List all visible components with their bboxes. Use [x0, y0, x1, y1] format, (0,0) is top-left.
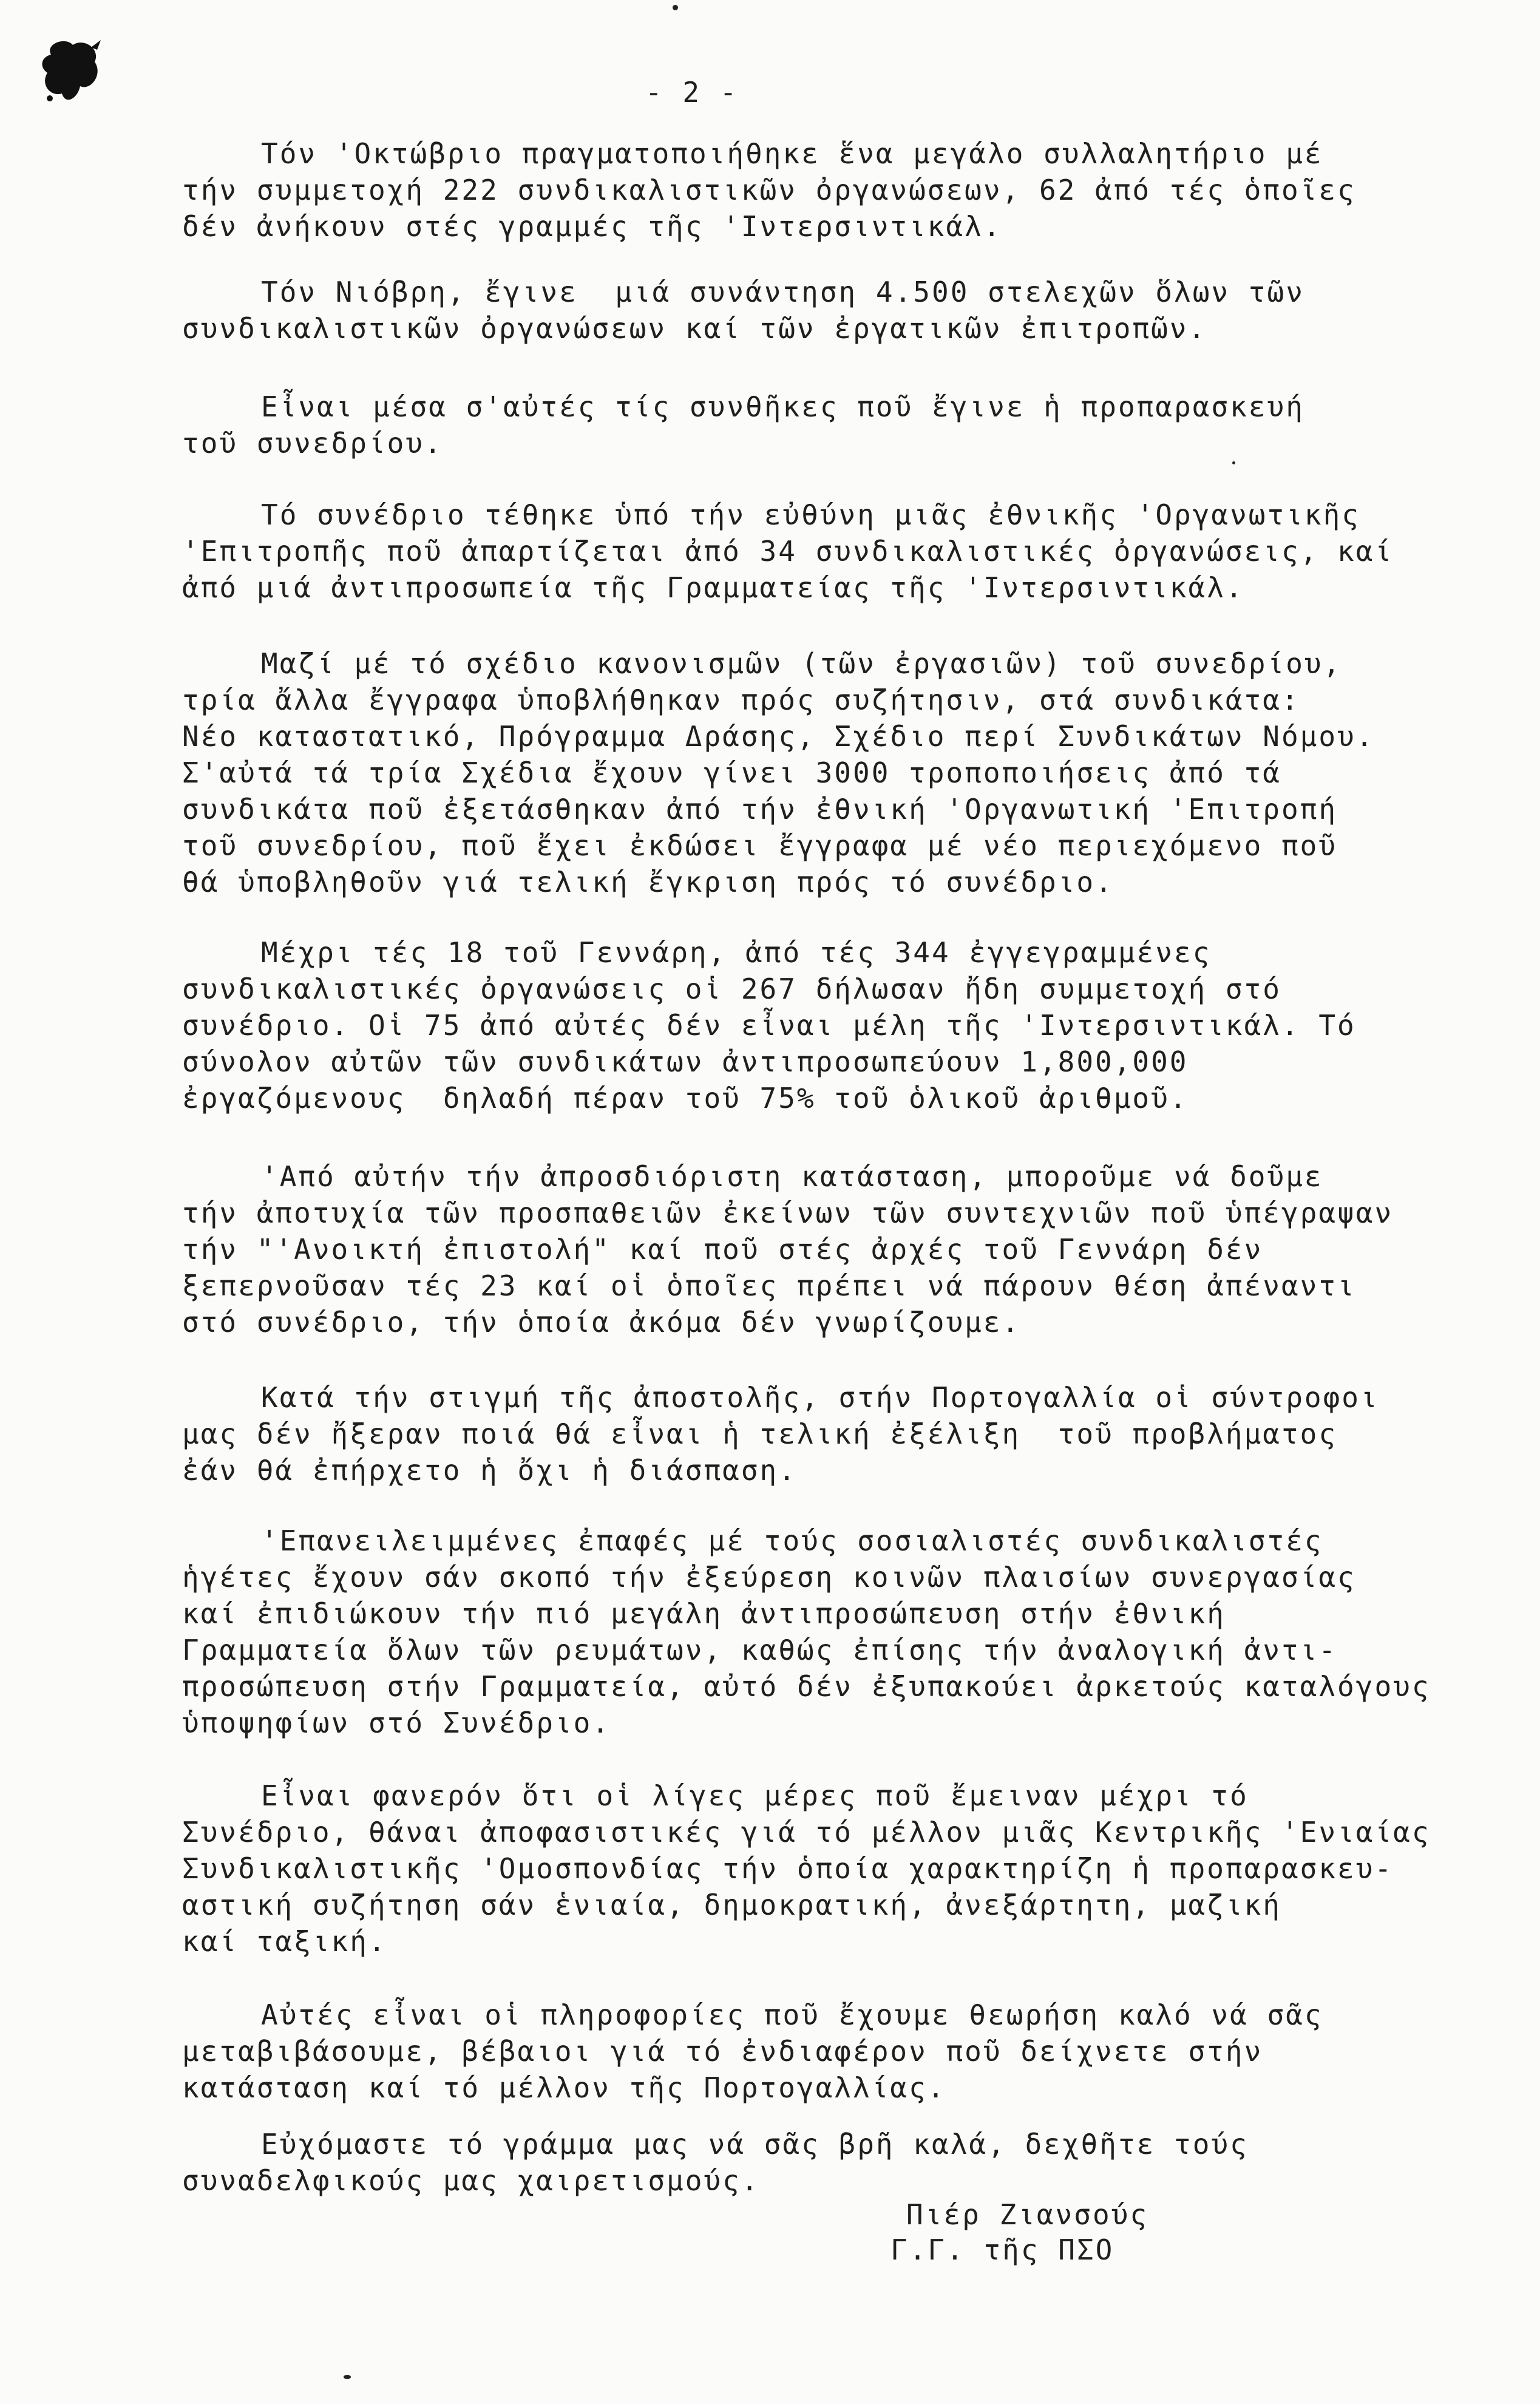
text-line: Μαζί μέ τό σχέδιο κανονισμῶν (τῶν ἐργασιῶν) τοῦ συνεδρίου,	[261, 647, 1342, 680]
page-number: - 2 -	[645, 76, 739, 109]
text-line: ἐργαζόμενους δηλαδή πέραν τοῦ 75% τοῦ ὁλικοῦ ἀριθμοῦ.	[182, 1082, 1189, 1115]
text-line: τήν ἀποτυχία τῶν προσπαθειῶν ἐκείνων τῶν συντεχνιῶν ποῦ ὑπέγραψαν	[182, 1197, 1394, 1229]
paragraph	[182, 934, 1356, 1116]
paragraph	[182, 389, 1304, 461]
text-line: μεταβιβάσουμε, βέβαιοι γιά τό ἐνδιαφέρον ποῦ δείχνετε στήν	[182, 2035, 1263, 2068]
text-line: σύνολον αὐτῶν τῶν συνδικάτων ἀντιπροσωπεύουν 1,800,000	[182, 1045, 1189, 1078]
text-line: θά ὑποβληθοῦν γιά τελική ἔγκριση πρός τό συνέδριο.	[182, 866, 1114, 898]
paragraph	[182, 274, 1304, 347]
ink-speck	[1232, 461, 1235, 464]
paragraph	[182, 1379, 1379, 1489]
text-line: ἐάν θά ἐπήρχετο ἡ ὄχι ἡ διάσπαση.	[182, 1454, 797, 1487]
text-line: Νέο καταστατικό, Πρόγραμμα Δράσης, Σχέδιο περί Συνδικάτων Νόμου.	[182, 720, 1375, 753]
text-line: τοῦ συνεδρίου, ποῦ ἔχει ἐκδώσει ἔγγραφα μέ νέο περιεχόμενο ποῦ	[182, 829, 1338, 862]
text-line: συνδικαλιστικές ὀργανώσεις οἱ 267 δήλωσαν ἤδη συμμετοχή στό	[182, 973, 1281, 1005]
paragraph	[182, 1778, 1431, 1960]
text-line: τήν "'Ανοικτή ἐπιστολή" καί ποῦ στές ἀρχές τοῦ Γεννάρη δέν	[182, 1233, 1263, 1266]
text-line: καί ἐπιδιώκουν τήν πιό μεγάλη ἀντιπροσώπευση στήν ἐθνική	[182, 1597, 1226, 1630]
text-line: Μέχρι τές 18 τοῦ Γεννάρη, ἀπό τές 344 ἐγγεγραμμένες	[261, 936, 1212, 969]
paragraph	[182, 645, 1374, 900]
text-line: προσώπευση στήν Γραμματεία, αὐτό δέν ἐξυπακούει ἀρκετούς καταλόγους	[182, 1670, 1431, 1703]
paragraph	[182, 135, 1356, 245]
text-line: δέν ἀνήκουν στές γραμμές τῆς 'Ιντερσιντικάλ.	[182, 210, 1002, 243]
text-line: ὑποψηφίων στό Συνέδριο.	[182, 1706, 611, 1739]
text-line: Συνδικαλιστικῆς 'Ομοσπονδίας τήν ὁποία χαρακτηρίζη ἡ προπαρασκευ-	[182, 1852, 1394, 1885]
text-line: συνδικαλιστικῶν ὀργανώσεων καί τῶν ἐργατικῶν ἐπιτροπῶν.	[182, 312, 1207, 345]
text-line: Τόν Νιόβρη, ἔγινε μιά συνάντηση 4.500 στελεχῶν ὅλων τῶν	[261, 276, 1304, 308]
text-line: καί ταξική.	[182, 1925, 387, 1958]
text-line: κατάσταση καί τό μέλλον τῆς Πορτογαλλίας.	[182, 2071, 946, 2104]
paragraph	[182, 2126, 1249, 2199]
paragraph	[182, 1523, 1431, 1741]
text-line: 'Επανειλειμμένες ἐπαφές μέ τούς σοσιαλιστές συνδικαλιστές	[261, 1524, 1323, 1557]
text-line: τρία ἄλλα ἔγγραφα ὑποβλήθηκαν πρός συζήτησιν, στά συνδικάτα:	[182, 684, 1300, 716]
text-line: Κατά τήν στιγμή τῆς ἀποστολῆς, στήν Πορτογαλλία οἱ σύντροφοι	[261, 1381, 1379, 1414]
text-line: Αὐτές εἶναι οἱ πληροφορίες ποῦ ἔχουμε θεωρήση καλό νά σᾶς	[261, 1998, 1323, 2031]
text-line: Εἶναι φανερόν ὅτι οἱ λίγες μέρες ποῦ ἔμειναν μέχρι τό	[261, 1779, 1249, 1812]
text-line: συναδελφικούς μας χαιρετισμούς.	[182, 2164, 760, 2197]
paragraph	[182, 1158, 1393, 1340]
ink-speck	[673, 5, 678, 10]
text-line: Συνέδριο, θάναι ἀποφασιστικές γιά τό μέλλον μιᾶς Κεντρικῆς 'Ενιαίας	[182, 1816, 1431, 1849]
text-line: συνέδριο. Οἱ 75 ἀπό αὐτές δέν εἶναι μέλη τῆς 'Ιντερσιντικάλ. Τό	[182, 1009, 1356, 1042]
text-line: τήν συμμετοχή 222 συνδικαλιστικῶν ὀργανώσεων, 62 ἀπό τές ὁποῖες	[182, 174, 1356, 206]
text-line: ἡγέτες ἔχουν σάν σκοπό τήν ἐξεύρεση κοινῶν πλαισίων συνεργασίας	[182, 1561, 1356, 1594]
text-line: ἀπό μιά ἀντιπροσωπεία τῆς Γραμματείας τῆς 'Ιντερσιντικάλ.	[182, 571, 1244, 604]
paragraph	[182, 497, 1393, 606]
text-line: στό συνέδριο, τήν ὁποία ἀκόμα δέν γνωρίζουμε.	[182, 1306, 1021, 1339]
text-line: Τόν 'Οκτώβριο πραγματοποιήθηκε ἕνα μεγάλο συλλαλητήριο μέ	[261, 137, 1323, 170]
text-line: Εὐχόμαστε τό γράμμα μας νά σᾶς βρῆ καλά, δεχθῆτε τούς	[261, 2128, 1249, 2161]
text-line: Τό συνέδριο τέθηκε ὑπό τήν εὐθύνη μιᾶς ἐθνικῆς 'Οργανωτικῆς	[261, 498, 1360, 531]
text-line: Σ'αὐτά τά τρία Σχέδια ἔχουν γίνει 3000 τροποποιήσεις ἀπό τά	[182, 756, 1281, 789]
text-line: τοῦ συνεδρίου.	[182, 427, 443, 460]
text-line: συνδικάτα ποῦ ἐξετάσθηκαν ἀπό τήν ἐθνική 'Οργανωτική 'Επιτροπή	[182, 793, 1338, 826]
ink-speck	[344, 2375, 351, 2379]
signature-title: Γ.Γ. τῆς ΠΣΟ	[890, 2233, 1114, 2266]
paragraph	[182, 1997, 1323, 2106]
text-line: 'Επιτροπῆς ποῦ ἀπαρτίζεται ἀπό 34 συνδικαλιστικές ὀργανώσεις, καί	[182, 535, 1394, 568]
text-line: ξεπερνοῦσαν τές 23 καί οἱ ὁποῖες πρέπει νά πάρουν θέση ἀπέναντι	[182, 1269, 1356, 1302]
signature-name: Πιέρ Ζιανσούς	[906, 2198, 1149, 2231]
ink-blot	[38, 35, 104, 108]
text-line: μας δέν ἤξεραν ποιά θά εἶναι ἡ τελική ἐξέλιξη τοῦ προβλήματος	[182, 1418, 1338, 1450]
text-line: αστική συζήτηση σάν ἑνιαία, δημοκρατική, ἀνεξάρτητη, μαζική	[182, 1889, 1281, 1921]
text-line: 'Από αὐτήν τήν ἀπροσδιόριστη κατάσταση, μποροῦμε νά δοῦμε	[261, 1160, 1323, 1193]
text-line: Γραμματεία ὅλων τῶν ρευμάτων, καθώς ἐπίσης τήν ἀναλογική ἀντι-	[182, 1634, 1338, 1666]
text-line: Εἶναι μέσα σ'αὐτές τίς συνθῆκες ποῦ ἔγινε ἡ προπαρασκευή	[261, 390, 1304, 423]
